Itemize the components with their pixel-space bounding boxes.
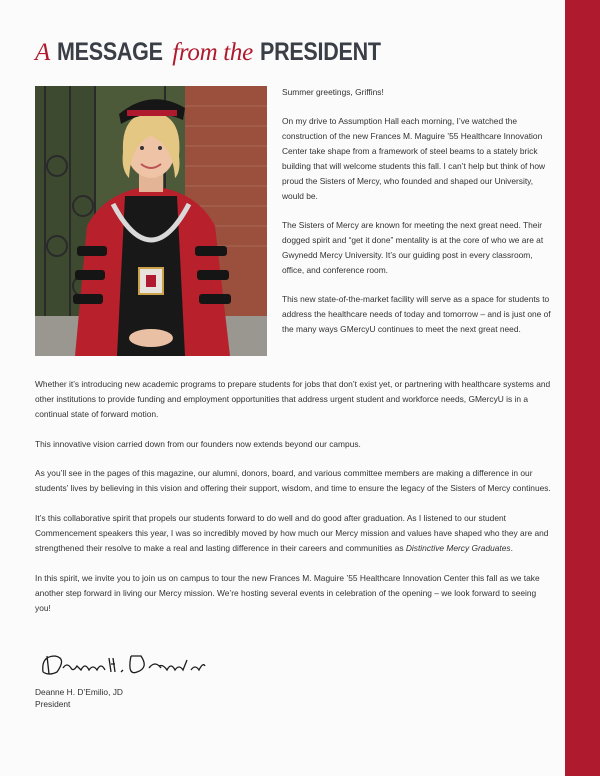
accent-side-bar bbox=[565, 0, 600, 776]
paragraph-invitation: In this spirit, we invite you to join us on campus to tour the new Frances M. Maguire ’55 Healthcare Innovation Center this fall as we take another step forward in living our Mercy mission. We’re hosting several events in celebration of the opening – we look forward to seeing you! bbox=[35, 572, 540, 613]
title-message: MESSAGE bbox=[56, 38, 163, 66]
distinctive-mercy-graduates: Distinctive Mercy Graduates bbox=[405, 542, 511, 553]
paragraph-sisters-of-mercy: The Sisters of Mercy are known for meeting the next great need. Their dogged spirit and “get it done” mentality is at the core of who we are at Gwynedd Mercy University. It’s our guiding post in every classroom, office, and conference room. bbox=[282, 220, 544, 276]
paragraph-magazine: As you’ll see in the pages of this magazine, our alumni, donors, board, and various committee members are making a difference in our students’ lives by believing in this vision and offering their support, wisdom, and time to ensure the legacy of the Sisters of Mercy continues. bbox=[35, 468, 551, 494]
intro-column bbox=[282, 85, 552, 352]
president-portrait bbox=[35, 86, 267, 356]
handwritten-signature bbox=[37, 650, 207, 680]
title-a: A bbox=[35, 39, 50, 66]
paragraph-forward-motion: Whether it’s introducing new academic programs to prepare students for jobs that don’t exist yet, or partnering with healthcare systems and other institutions to provide funding and employment opportunities that address urgent student and workforce needs, GMercyU is in a continual state of forward motion. bbox=[35, 379, 551, 419]
greeting-paragraph: Summer greetings, Griffins! bbox=[282, 87, 384, 97]
signer-name: Deanne H. D’Emilio, JD bbox=[35, 687, 123, 697]
paragraph-collaborative-spirit bbox=[35, 511, 551, 556]
portrait-illustration bbox=[35, 86, 267, 356]
main-letter-body bbox=[35, 377, 551, 630]
signer-block bbox=[35, 686, 123, 710]
spirit-text: It’s this collaborative spirit that propels our students forward to do well and do good after graduation. As I listened to our student Commencement speakers this year, I was so incredibly moved by how much our Mercy mission and values have shaped who they are and strengthened their resolve to make a real and lasting difference in their careers and communities as bbox=[35, 513, 549, 553]
title-from-the: from the bbox=[172, 39, 253, 66]
title-president: PRESIDENT bbox=[259, 38, 381, 66]
paragraph-innovative-vision: This innovative vision carried down from our founders now extends beyond our campus. bbox=[35, 438, 361, 449]
signature bbox=[37, 650, 207, 685]
signer-title: President bbox=[35, 699, 71, 709]
page-title bbox=[35, 38, 400, 67]
paragraph-construction: On my drive to Assumption Hall each morning, I’ve watched the construction of the new Frances M. Maguire ’55 Healthcare Innovation Center take shape from a framework of steel beams to a stately brick building that will welcome students this fall. I can’t help but think of how proud the Sisters of Mercy, who founded and shaped our University, would be. bbox=[282, 116, 546, 201]
paragraph-new-facility: This new state-of-the-market facility will serve as a space for students to address the healthcare needs of today and tomorrow – and is just one of the many ways GMercyU continues to meet the next great need. bbox=[282, 294, 551, 335]
spirit-period: . bbox=[510, 542, 513, 553]
